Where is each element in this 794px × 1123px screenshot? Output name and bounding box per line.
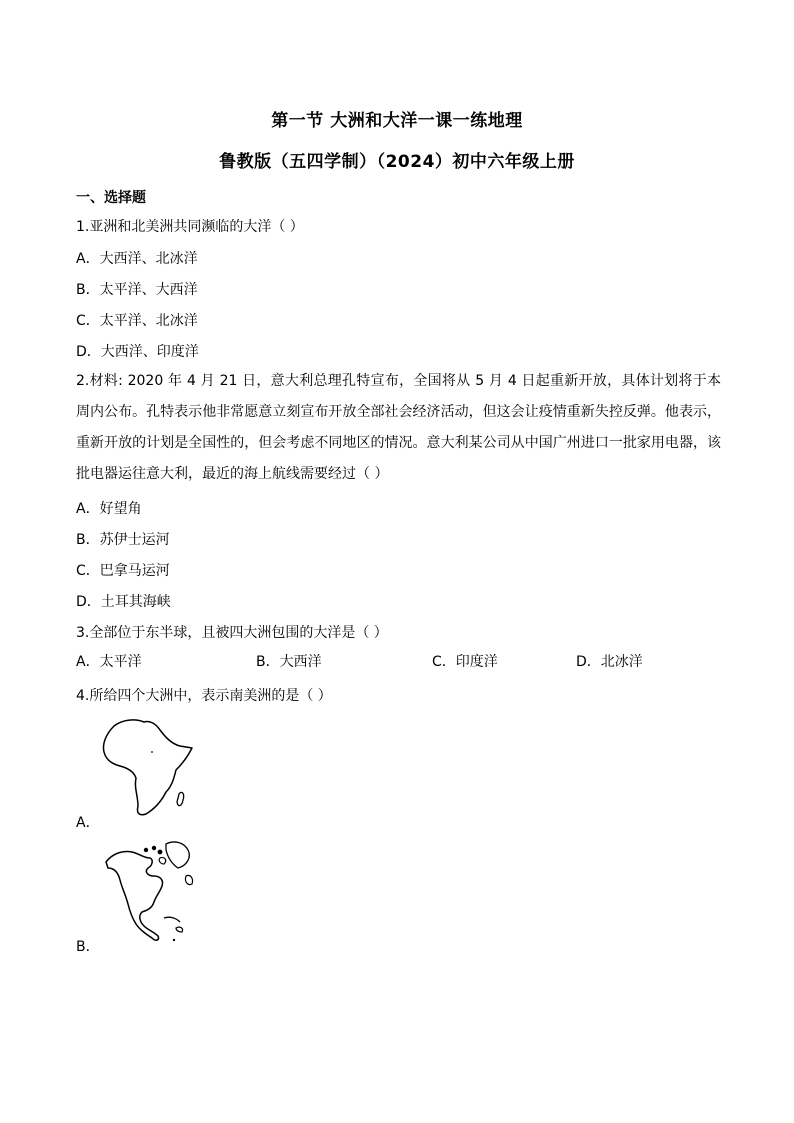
question-4-option-a: A． <box>76 815 100 831</box>
document-subtitle: 鲁教版（五四学制）（2024）初中六年级上册 <box>219 152 575 172</box>
document-title: 第一节 大洲和大洋一课一练地理 <box>271 111 523 131</box>
question-1-stem: 1.亚洲和北美洲共同濒临的大洋（ ） <box>76 219 304 235</box>
question-4-stem: 4.所给四个大洲中，表示南美洲的是（ ） <box>76 688 332 704</box>
section-heading: 一、选择题 <box>76 190 146 206</box>
question-2-option-a: A．好望角 <box>76 501 142 517</box>
question-3-option-a: A．太平洋 <box>76 654 142 670</box>
question-3-option-c: C．印度洋 <box>432 654 498 670</box>
question-1-option-b: B．太平洋、大西洋 <box>76 282 198 298</box>
question-2-option-c: C．巴拿马运河 <box>76 563 170 579</box>
question-2-option-b: B．苏伊士运河 <box>76 532 170 548</box>
question-2-stem: 2.材料: 2020 年 4 月 21 日，意大利总理孔特宣布，全国将从 5 月 4 日起重新开放，具体计划将于本周内公布。孔特表示他非常愿意立刻宣布开放全部社会经济活动，但这会让疫情重新失控反弹。他表示，重新开放的计划是全国性的，但会考虑不同地区的情况。意大利某公司从中国广州进口一批家用电器，该批电器运往意大利，最近的海上航线需要经过（ ） <box>76 373 721 482</box>
question-1-option-d: D．大西洋、印度洋 <box>76 344 199 360</box>
question-3-stem: 3.全部位于东半球，且被四大洲包围的大洋是（ ） <box>76 625 388 641</box>
question-3-option-b: B．大西洋 <box>256 654 322 670</box>
north-america-outline-map <box>102 836 200 952</box>
question-2-option-d: D．土耳其海峡 <box>76 594 171 610</box>
africa-outline-map <box>100 716 196 818</box>
question-1-option-c: C．太平洋、北冰洋 <box>76 313 198 329</box>
question-4-option-b: B． <box>76 939 100 955</box>
question-3-option-d: D．北冰洋 <box>576 654 643 670</box>
question-1-option-a: A．大西洋、北冰洋 <box>76 251 198 267</box>
